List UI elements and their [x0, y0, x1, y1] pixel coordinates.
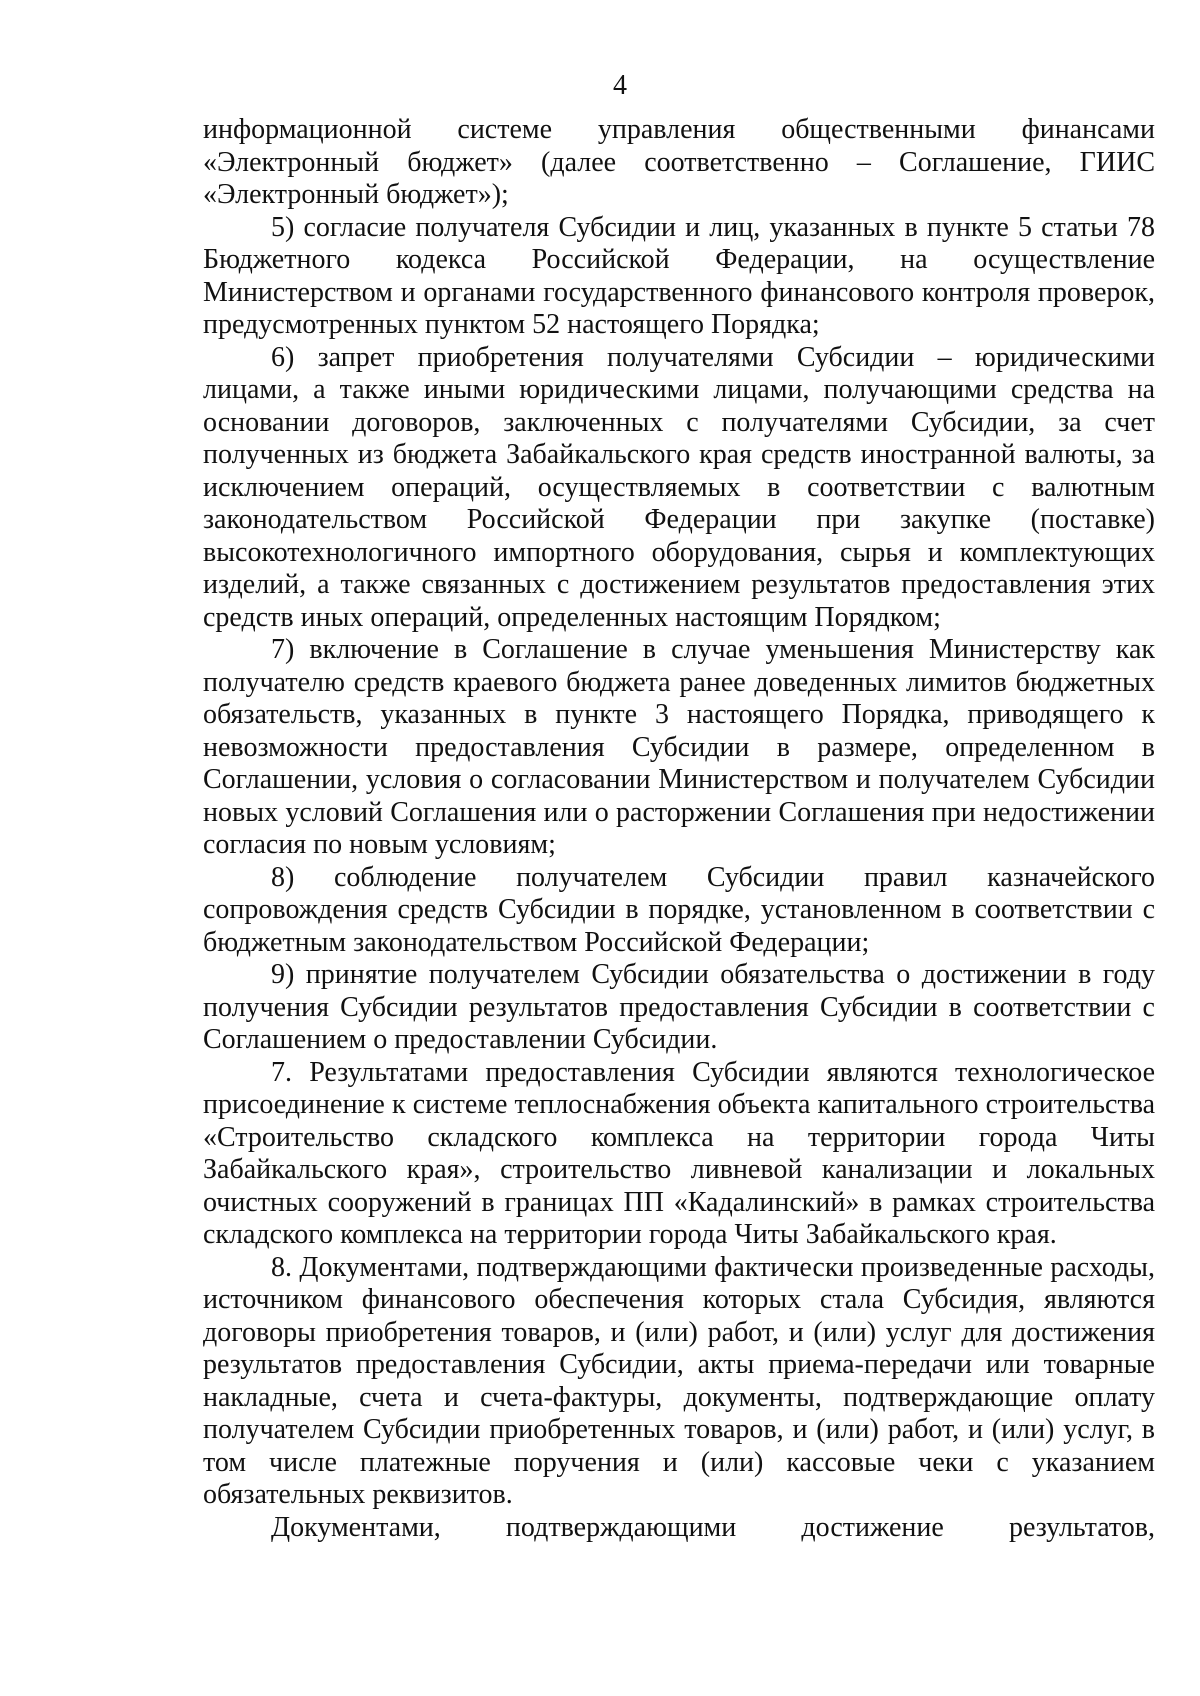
paragraph-item-8: 8) соблюдение получателем Субсидии правил казначейского сопровождения средств Субсидии в порядке, установленном в соответствии с бюджетным законодательством Российской Федерации;	[203, 861, 1155, 958]
document-body	[203, 114, 1155, 1544]
paragraph-section-8: 8. Документами, подтверждающими фактически произведенные расходы, источником финансового обеспечения которых стала Субсидия, являются договоры приобретения товаров, и (или) работ, и (или) услуг для достижения результатов предоставления Субсидии, акты приема-передачи или товарные накладные, счета и счета-фактуры, документы, подтверждающие оплату получателем Субсидии приобретенных товаров, и (или) работ, и (или) услуг, в том числе платежные поручения и (или) кассовые чеки с указанием обязательных реквизитов.	[203, 1251, 1155, 1510]
paragraph-continuation: информационной системе управления общественными финансами «Электронный бюджет» (далее соответственно – Соглашение, ГИИС «Электронный бюджет»);	[203, 114, 1155, 210]
paragraph-item-6: 6) запрет приобретения получателями Субсидии – юридическими лицами, а также иными юридическими лицами, получающими средства на основании договоров, заключенных с получателями Субсидии, за счет полученных из бюджета Забайкальского края средств иностранной валюты, за исключением операций, осуществляемых в соответствии с валютным законодательством Российской Федерации при закупке (поставке) высокотехнологичного импортного оборудования, сырья и комплектующих изделий, а также связанных с достижением результатов предоставления этих средств иных операций, определенных настоящим Порядком;	[203, 341, 1155, 633]
paragraph-item-7: 7) включение в Соглашение в случае уменьшения Министерству как получателю средств краевого бюджета ранее доведенных лимитов бюджетных обязательств, указанных в пункте 3 настоящего Порядка, приводящего к невозможности предоставления Субсидии в размере, определенном в Соглашении, условия о согласовании Министерством и получателем Субсидии новых условий Соглашения или о расторжении Соглашения при недостижении согласия по новым условиям;	[203, 634, 1155, 860]
page-number: 4	[613, 70, 627, 101]
paragraph-results-documents: Документами, подтверждающими достижение результатов,	[271, 1511, 1155, 1543]
paragraph-item-9: 9) принятие получателем Субсидии обязательства о достижении в году получения Субсидии результатов предоставления Субсидии в соответствии с Соглашением о предоставлении Субсидии.	[203, 959, 1155, 1055]
paragraph-section-7: 7. Результатами предоставления Субсидии являются технологическое присоединение к системе теплоснабжения объекта капитального строительства «Строительство складского комплекса на территории города Читы Забайкальского края», строительство ливневой канализации и локальных очистных сооружений в границах ПП «Кадалинский» в рамках строительства складского комплекса на территории города Читы Забайкальского края.	[203, 1056, 1155, 1250]
paragraph-item-5: 5) согласие получателя Субсидии и лиц, указанных в пункте 5 статьи 78 Бюджетного кодекса Российской Федерации, на осуществление Министерством и органами государственного финансового контроля проверок, предусмотренных пунктом 52 настоящего Порядка;	[203, 211, 1155, 340]
